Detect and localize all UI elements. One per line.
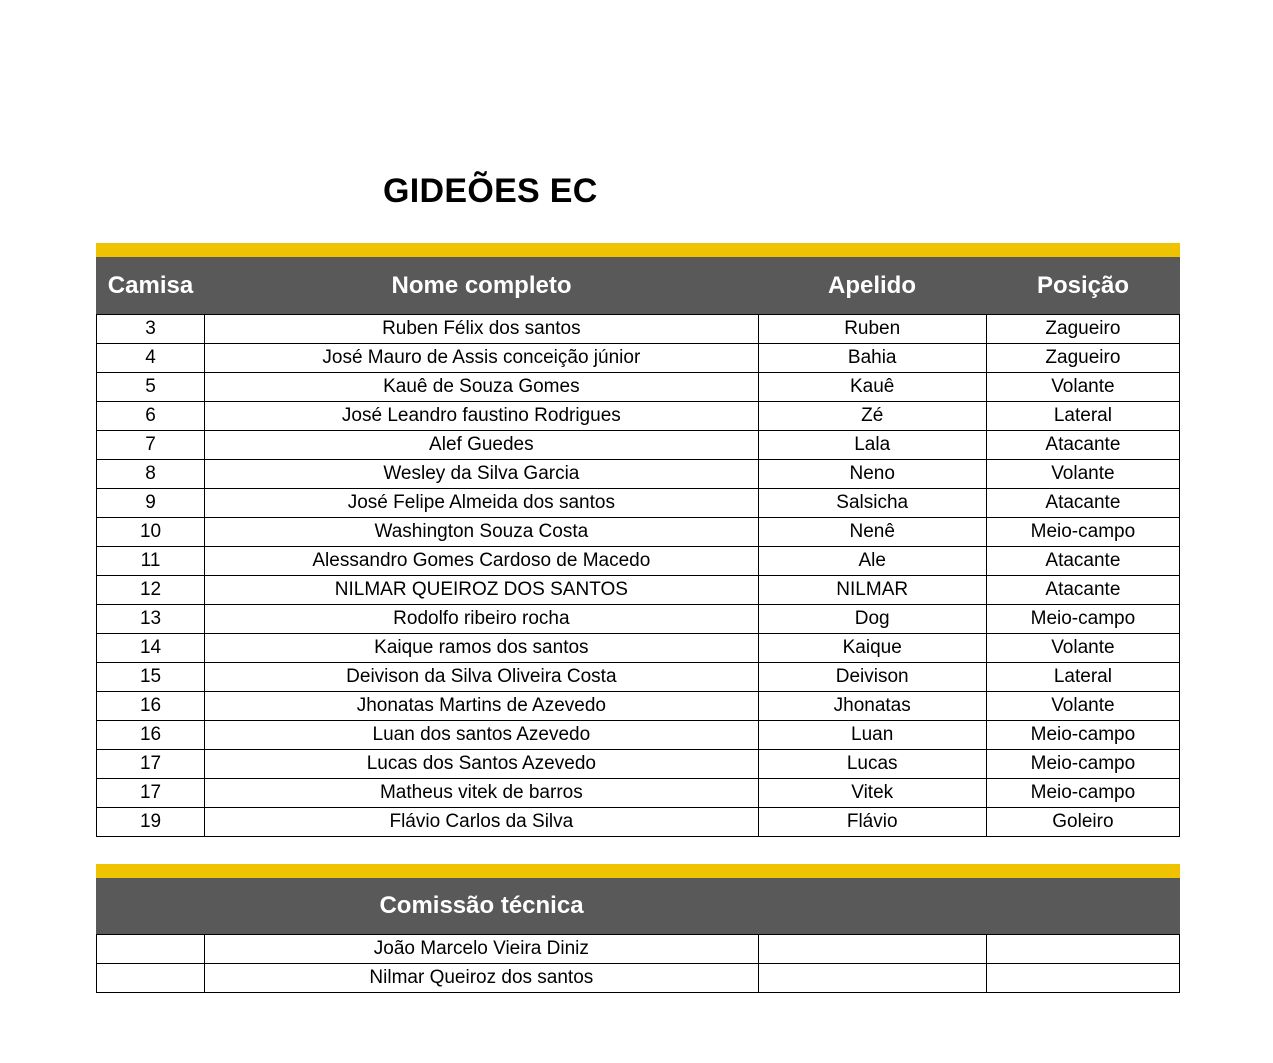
cell-posicao: Lateral [986, 663, 1179, 692]
roster-row [97, 634, 1180, 663]
cell-apelido: Nenê [758, 518, 986, 547]
cell-nome: Nilmar Queiroz dos santos [205, 964, 759, 993]
cell-posicao: Lateral [986, 402, 1179, 431]
cell-nome: Flávio Carlos da Silva [205, 808, 759, 837]
cell-apelido: Flávio [758, 808, 986, 837]
cell-posicao: Meio-campo [986, 721, 1179, 750]
cell-empty [97, 935, 205, 964]
roster-row [97, 373, 1180, 402]
header-posicao: Posição [1036, 271, 1130, 299]
cell-nome: José Leandro faustino Rodrigues [205, 402, 759, 431]
cell-posicao: Atacante [986, 576, 1179, 605]
roster-header [96, 257, 1180, 314]
cell-nome: Wesley da Silva Garcia [205, 460, 759, 489]
cell-camisa: 12 [97, 576, 205, 605]
cell-apelido: Luan [758, 721, 986, 750]
cell-posicao: Volante [986, 373, 1179, 402]
cell-camisa: 4 [97, 344, 205, 373]
cell-posicao: Volante [986, 460, 1179, 489]
cell-apelido: Zé [758, 402, 986, 431]
cell-nome: Alef Guedes [205, 431, 759, 460]
cell-nome: Kaique ramos dos santos [205, 634, 759, 663]
cell-nome: João Marcelo Vieira Diniz [205, 935, 759, 964]
cell-apelido: Lucas [758, 750, 986, 779]
cell-nome: Ruben Félix dos santos [205, 315, 759, 344]
cell-posicao: Volante [986, 634, 1179, 663]
cell-camisa: 17 [97, 779, 205, 808]
cell-empty [986, 964, 1179, 993]
cell-nome: NILMAR QUEIROZ DOS SANTOS [205, 576, 759, 605]
cell-nome: Luan dos santos Azevedo [205, 721, 759, 750]
cell-nome: José Mauro de Assis conceição júnior [205, 344, 759, 373]
cell-camisa: 13 [97, 605, 205, 634]
cell-camisa: 8 [97, 460, 205, 489]
cell-empty [758, 964, 986, 993]
roster-row [97, 692, 1180, 721]
cell-apelido: Kauê [758, 373, 986, 402]
roster-row [97, 663, 1180, 692]
cell-apelido: Jhonatas [758, 692, 986, 721]
cell-camisa: 11 [97, 547, 205, 576]
cell-apelido: Ruben [758, 315, 986, 344]
cell-apelido: Kaique [758, 634, 986, 663]
cell-camisa: 10 [97, 518, 205, 547]
roster-row [97, 576, 1180, 605]
cell-apelido: Lala [758, 431, 986, 460]
cell-nome: Rodolfo ribeiro rocha [205, 605, 759, 634]
cell-camisa: 16 [97, 721, 205, 750]
cell-apelido: Bahia [758, 344, 986, 373]
roster-row [97, 808, 1180, 837]
cell-posicao: Zagueiro [986, 315, 1179, 344]
accent-bar [96, 864, 1180, 878]
roster-row [97, 750, 1180, 779]
cell-camisa: 6 [97, 402, 205, 431]
roster-row [97, 547, 1180, 576]
cell-posicao: Meio-campo [986, 779, 1179, 808]
cell-nome: Kauê de Souza Gomes [205, 373, 759, 402]
staff-header [96, 878, 1180, 934]
cell-camisa: 16 [97, 692, 205, 721]
staff-section [96, 864, 1180, 993]
cell-apelido: NILMAR [758, 576, 986, 605]
cell-posicao: Atacante [986, 431, 1179, 460]
cell-posicao: Meio-campo [986, 605, 1179, 634]
cell-camisa: 15 [97, 663, 205, 692]
cell-empty [986, 935, 1179, 964]
cell-camisa: 19 [97, 808, 205, 837]
cell-posicao: Atacante [986, 547, 1179, 576]
staff-row [97, 964, 1180, 993]
roster-row [97, 518, 1180, 547]
cell-posicao: Volante [986, 692, 1179, 721]
cell-apelido: Salsicha [758, 489, 986, 518]
cell-nome: Alessandro Gomes Cardoso de Macedo [205, 547, 759, 576]
accent-bar [96, 243, 1180, 257]
cell-posicao: Atacante [986, 489, 1179, 518]
roster-row [97, 431, 1180, 460]
cell-camisa: 17 [97, 750, 205, 779]
roster-table [96, 314, 1180, 837]
header-camisa: Camisa [107, 271, 194, 299]
cell-posicao: Meio-campo [986, 750, 1179, 779]
header-nome-completo: Nome completo [391, 271, 572, 299]
roster-row [97, 605, 1180, 634]
cell-empty [758, 935, 986, 964]
cell-camisa: 14 [97, 634, 205, 663]
cell-posicao: Meio-campo [986, 518, 1179, 547]
roster-row [97, 315, 1180, 344]
roster-row [97, 489, 1180, 518]
roster-row [97, 344, 1180, 373]
cell-apelido: Neno [758, 460, 986, 489]
cell-nome: Jhonatas Martins de Azevedo [205, 692, 759, 721]
cell-empty [97, 964, 205, 993]
roster-section [96, 243, 1180, 837]
cell-apelido: Vitek [758, 779, 986, 808]
staff-row [97, 935, 1180, 964]
roster-row [97, 779, 1180, 808]
cell-nome: José Felipe Almeida dos santos [205, 489, 759, 518]
cell-apelido: Ale [758, 547, 986, 576]
roster-row [97, 721, 1180, 750]
cell-apelido: Dog [758, 605, 986, 634]
cell-camisa: 3 [97, 315, 205, 344]
cell-nome: Matheus vitek de barros [205, 779, 759, 808]
staff-table [96, 934, 1180, 993]
cell-nome: Deivison da Silva Oliveira Costa [205, 663, 759, 692]
cell-nome: Lucas dos Santos Azevedo [205, 750, 759, 779]
header-apelido: Apelido [828, 271, 916, 299]
cell-nome: Washington Souza Costa [205, 518, 759, 547]
roster-row [97, 460, 1180, 489]
roster-row [97, 402, 1180, 431]
cell-camisa: 5 [97, 373, 205, 402]
staff-header-title: Comissão técnica [379, 892, 584, 919]
cell-posicao: Zagueiro [986, 344, 1179, 373]
cell-apelido: Deivison [758, 663, 986, 692]
page-title: GIDEÕES EC [383, 172, 598, 210]
cell-posicao: Goleiro [986, 808, 1179, 837]
cell-camisa: 9 [97, 489, 205, 518]
cell-camisa: 7 [97, 431, 205, 460]
